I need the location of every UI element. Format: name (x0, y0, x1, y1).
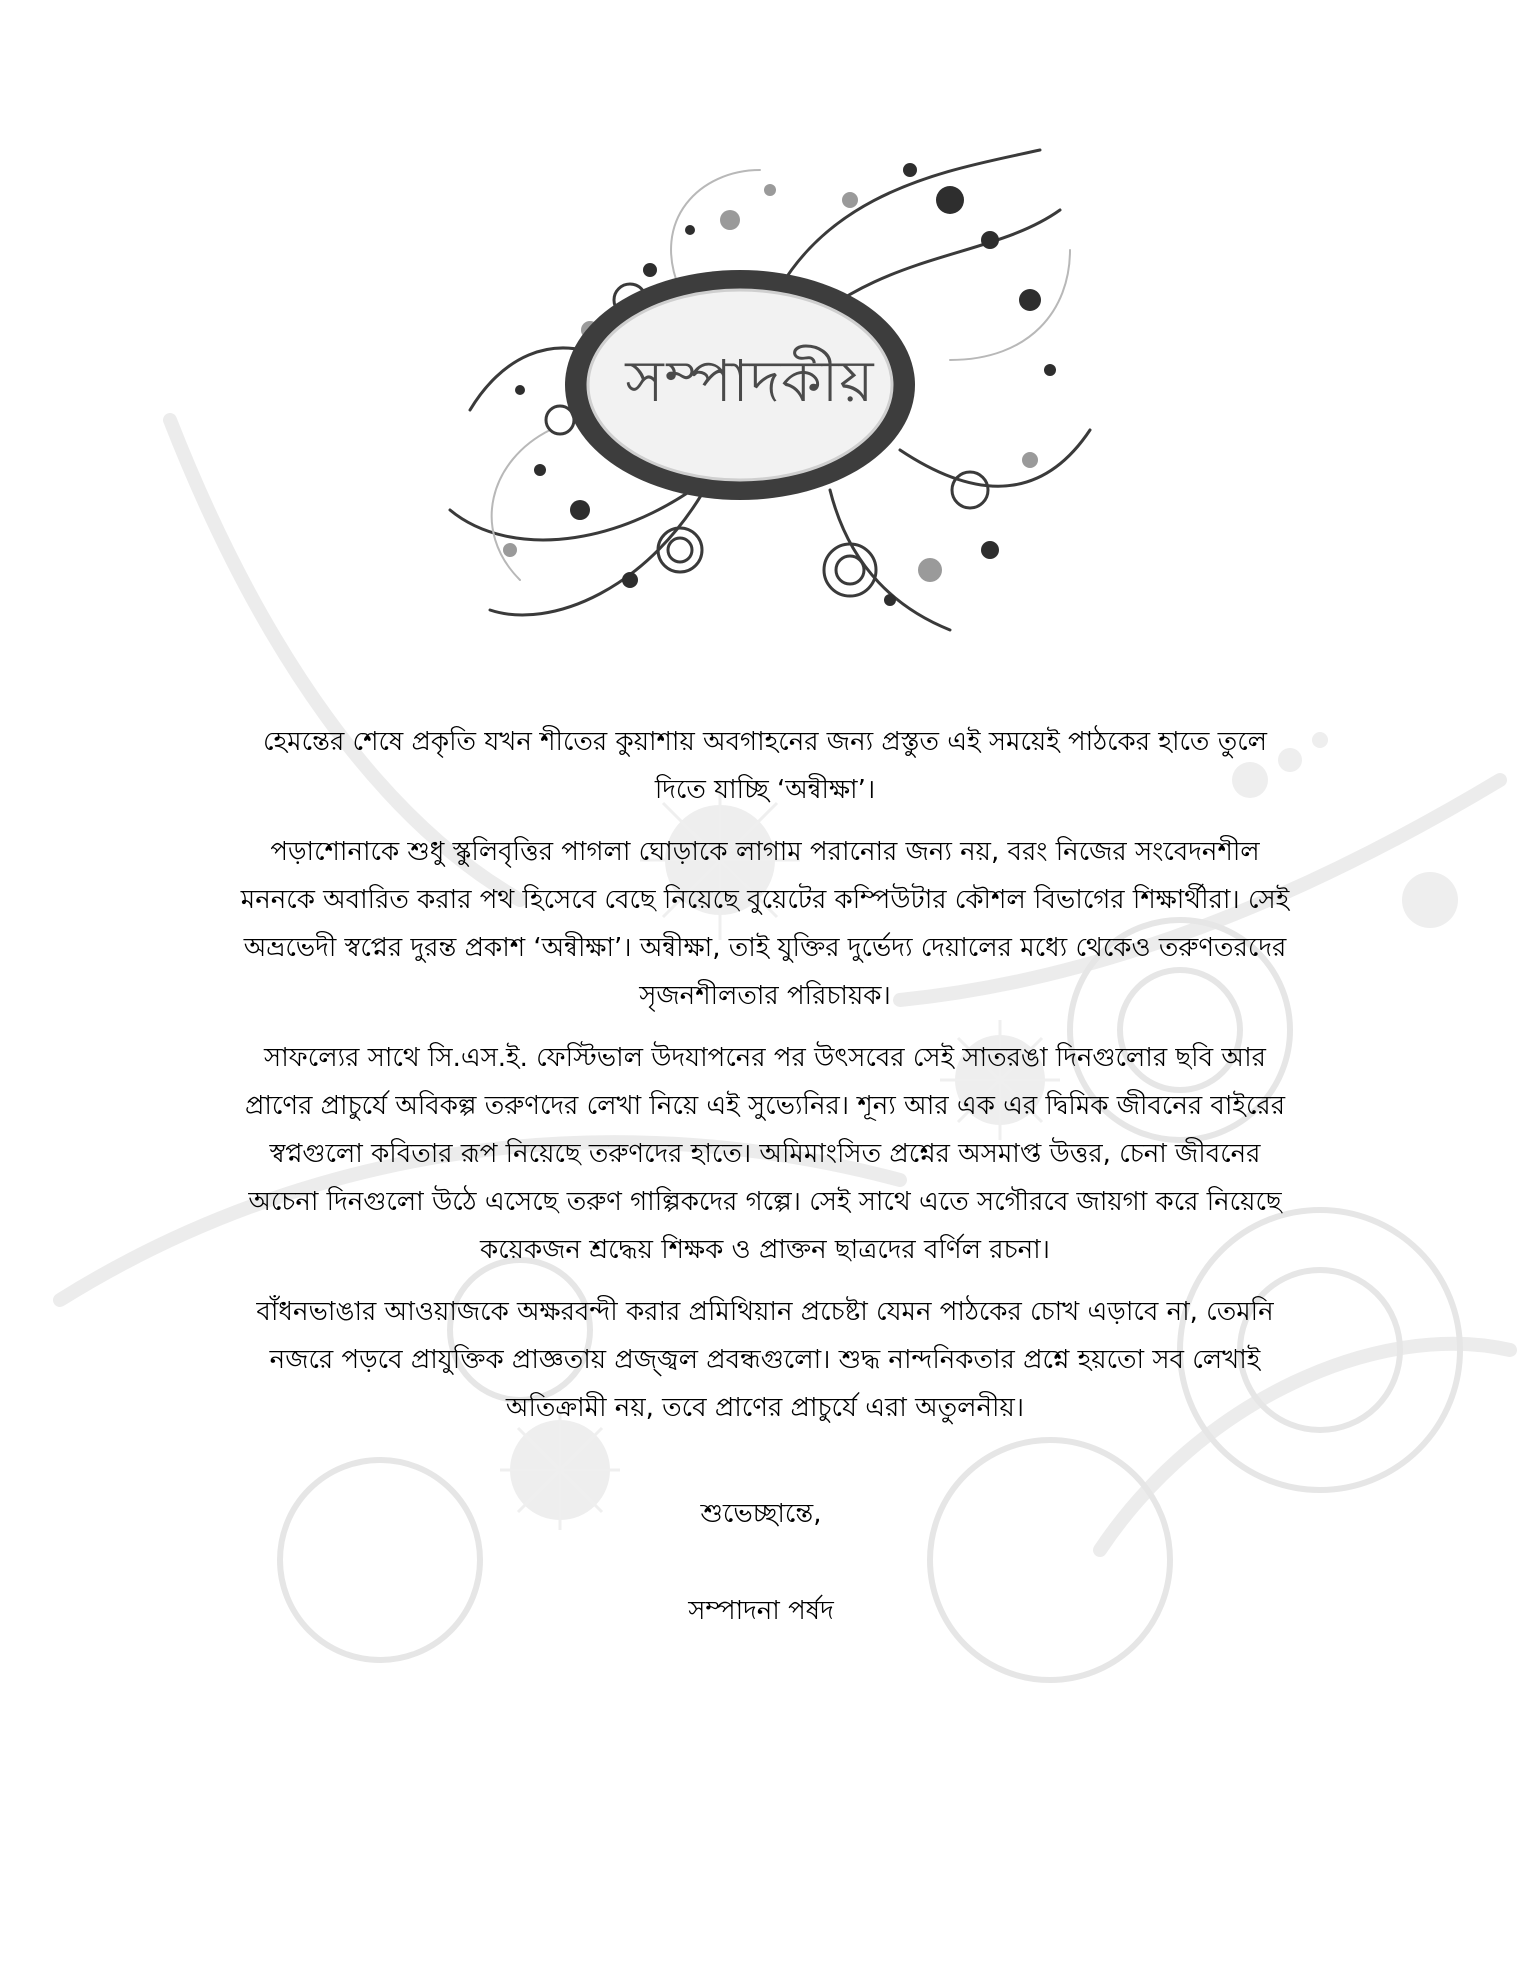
paragraph-1: হেমন্তের শেষে প্রকৃতি যখন শীতের কুয়াশায় অবগাহনের জন্য প্রস্তুত এই সময়েই পাঠকের হাতে তুলে দিতে যাচ্ছি ‘অন্বীক্ষা’। (262, 727, 1268, 805)
paragraph-3: সাফল্যের সাথে সি.এস.ই. ফেস্টিভাল উদযাপনের পর উৎসবের সেই সাতরঙা দিনগুলোর ছবি আর প্রাণের প্রাচুর্যে অবিকল্প তরুণদের লেখা নিয়ে এই সুভ্যেনির। শূন্য আর এক এর দ্বিমিক জীবনের বাইরের স্বপ্নগুলো কবিতার রূপ নিয়েছে তরুণদের হাতে। অমিমাংসিত প্রশ্নের অসমাপ্ত উত্তর, চেনা জীবনের অচেনা দিনগুলো উঠে এসেছে তরুণ গাল্পিকদের গল্পে। সেই সাথে এতে সগৌরবে জায়গা করে নিয়েছে কয়েকজন শ্রদ্ধেয় শিক্ষক ও প্রাক্তন ছাত্রদের বর্ণিল রচনা। (244, 1043, 1286, 1265)
closing-line: শুভেচ্ছান্তে, (700, 1499, 822, 1529)
paragraph-4: বাঁধনভাঙার আওয়াজকে অক্ষরবন্দী করার প্রমিথিয়ান প্রচেষ্টা যেমন পাঠকের চোখ এড়াবে না, তেমনি নজরে পড়বে প্রাযুক্তিক প্রাজ্ঞতায় প্রজ্জ্বল প্রবন্ধগুলো। শুদ্ধ নান্দনিকতার প্রশ্নে হয়তো সব লেখাই অতিক্রামী নয়, তবে প্রাণের প্রাচুর্যে এরা অতুলনীয়। (256, 1297, 1274, 1423)
paragraph-2: পড়াশোনাকে শুধু স্কুলিবৃত্তির পাগলা ঘোড়াকে লাগাম পরানোর জন্য নয়, বরং নিজের সংবেদনশীল মননকে অবারিত করার পথ হিসেবে বেছে নিয়েছে বুয়েটের কম্পিউটার কৌশল বিভাগের শিক্ষার্থীরা। সেই অভ্রভেদী স্বপ্নের দুরন্ত প্রকাশ ‘অন্বীক্ষা’। অন্বীক্ষা, তাই যুক্তির দুর্ভেদ্য দেয়ালের মধ্যে থেকেও তরুণতরদের সৃজনশীলতার পরিচায়ক। (240, 837, 1290, 1011)
editorial-body (235, 718, 1295, 1446)
editorial-heading: সম্পাদকীয় (625, 346, 875, 415)
signer-line: সম্পাদনা পর্ষদ (688, 1596, 834, 1626)
